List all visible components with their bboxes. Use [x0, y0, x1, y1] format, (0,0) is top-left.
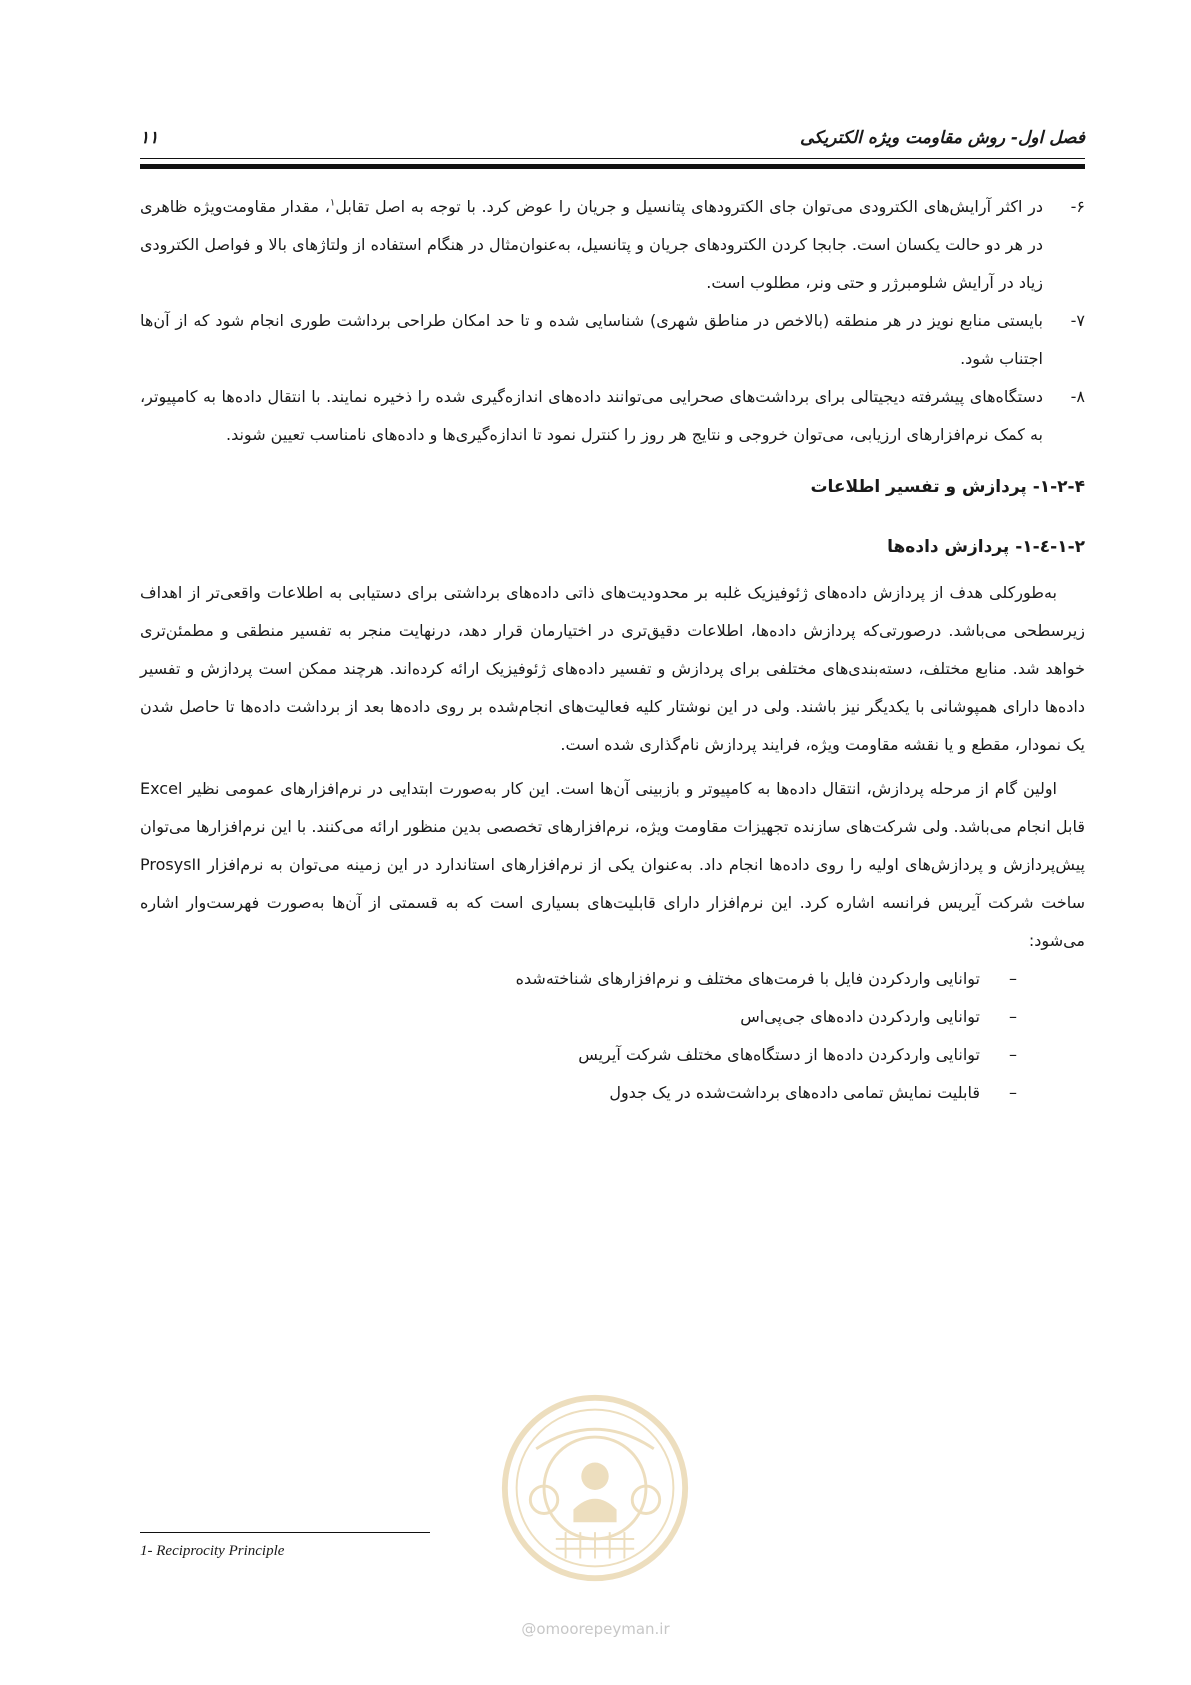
item-text: دستگاه‌های پیشرفته دیجیتالی برای برداشت‌های صحرایی می‌توانند داده‌های اندازه‌گیری شده را ذخیره نمایند. با انتقال داده‌ها به کامپیوتر، به کمک نرم‌افزارهای ارزیابی، می‌توان خروجی و نتایج هر روز را کنترل نمود تا اندازه‌گیری‌ها و داده‌های نامناسب تعیین شوند. — [140, 387, 1043, 444]
numbered-item-7 — [140, 302, 1085, 378]
page-body — [140, 188, 1085, 1112]
header-rule-thick — [140, 164, 1085, 169]
item-number: ۸- — [1070, 387, 1085, 406]
bullet-dash: – — [1009, 1045, 1017, 1064]
section-heading: ۱-۲-۴- پردازش و تفسیر اطلاعات — [810, 477, 1085, 497]
header-rule-thin — [140, 158, 1085, 159]
list-item — [140, 998, 1085, 1036]
bullet-dash: – — [1009, 1083, 1017, 1102]
item-text: بایستی منابع نویز در هر منطقه (بالاخص در مناطق شهری) شناسایی شده و تا حد امکان طراحی برداشت طوری انجام شود که از آن‌ها اجتناب شود. — [140, 311, 1043, 368]
list-item — [140, 1074, 1085, 1112]
footnote-reference: ۱ — [329, 197, 336, 209]
numbered-item-6 — [140, 188, 1085, 302]
list-item-text: توانایی واردکردن داده‌ها از دستگاه‌های مختلف شرکت آیریس — [578, 1045, 980, 1064]
footnote-rule — [140, 1532, 430, 1533]
watermark-seal-icon — [497, 1390, 693, 1586]
bullet-dash: – — [1009, 969, 1017, 988]
watermark-url: @omoorepeyman.ir — [521, 1620, 670, 1638]
page-header — [140, 128, 1085, 158]
list-item-text: توانایی واردکردن داده‌های جی‌پی‌اس — [740, 1007, 980, 1026]
bullet-dash: – — [1009, 1007, 1017, 1026]
list-item — [140, 1036, 1085, 1074]
item-number: ۶- — [1070, 197, 1085, 216]
item-text: در اکثر آرایش‌های الکترودی می‌توان جای الکترودهای پتانسیل و جریان را عوض کرد. با توجه به اصل تقابل — [335, 197, 1044, 216]
page-number: ۱۱ — [140, 128, 159, 147]
item-number: ۷- — [1070, 311, 1085, 330]
paragraph: اولین گام از مرحله پردازش، انتقال داده‌ها به کامپیوتر و بازبینی آن‌ها است. این کار به‌صورت ابتدایی در نرم‌افزارهای عمومی نظیر Excel قابل انجام می‌باشد. ولی شرکت‌های سازنده تجهیزات مقاومت ویژه، نرم‌افزارهای تخصصی بدین منظور ارائه می‌کنند. با این نرم‌افزارها می‌توان پیش‌پردازش و پردازش‌های اولیه را روی داده‌ها انجام داد. به‌عنوان یکی از نرم‌افزارهای استاندارد در این زمینه می‌توان به نرم‌افزار ProsysII ساخت شرکت آیریس فرانسه اشاره کرد. این نرم‌افزار دارای قابلیت‌های بسیاری است که به قسمتی از آن‌ها به‌صورت فهرست‌وار اشاره می‌شود: — [140, 779, 1085, 950]
list-item-text: توانایی واردکردن فایل با فرمت‌های مختلف و نرم‌افزارهای شناخته‌شده — [515, 969, 980, 988]
list-item — [140, 960, 1085, 998]
list-item-text: قابلیت نمایش تمامی داده‌های برداشت‌شده در یک جدول — [609, 1083, 980, 1102]
footnote: 1- Reciprocity Principle — [140, 1543, 285, 1559]
subsection-heading: ۱-۲-٤-۱- پردازش داده‌ها — [887, 537, 1085, 557]
item-text-continued: ، مقدار مقاومت‌ویژه ظاهری در هر دو حالت یکسان است. جابجا کردن الکترودهای جریان و پتانسیل، به‌عنوان‌مثال در هنگام استفاده از ولتاژهای بالا و فواصل الکترودی زیاد در آرایش شلومبرژر و حتی ونر، مطلوب است. — [140, 197, 1043, 292]
numbered-item-8 — [140, 378, 1085, 454]
chapter-title: فصل اول- روش مقاومت ویژه الکتریکی — [799, 128, 1085, 148]
feature-list — [140, 960, 1085, 1112]
paragraph: به‌طورکلی هدف از پردازش داده‌های ژئوفیزیک غلبه بر محدودیت‌های ذاتی داده‌های برداشتی برای دستیابی به اطلاعات واقعی‌تر از اهداف زیرسطحی می‌باشد. درصورتی‌که پردازش داده‌ها، اطلاعات دقیق‌تری در اختیارمان قرار دهد، درنهایت منجر به تفسیر منطقی و مطمئن‌تری خواهد شد. منابع مختلف، دسته‌بندی‌های مختلفی برای پردازش و تفسیر داده‌های ژئوفیزیک ارائه کرده‌اند. هرچند ممکن است پردازش و تفسیر داده‌ها دارای همپوشانی با یکدیگر نیز باشند. ولی در این نوشتار کلیه فعالیت‌های انجام‌شده بر روی داده‌ها بعد از برداشت داده‌ها تا حاصل شدن یک نمودار، مقطع و یا نقشه مقاومت ویژه، فرایند پردازش نام‌گذاری شده است. — [140, 583, 1085, 754]
